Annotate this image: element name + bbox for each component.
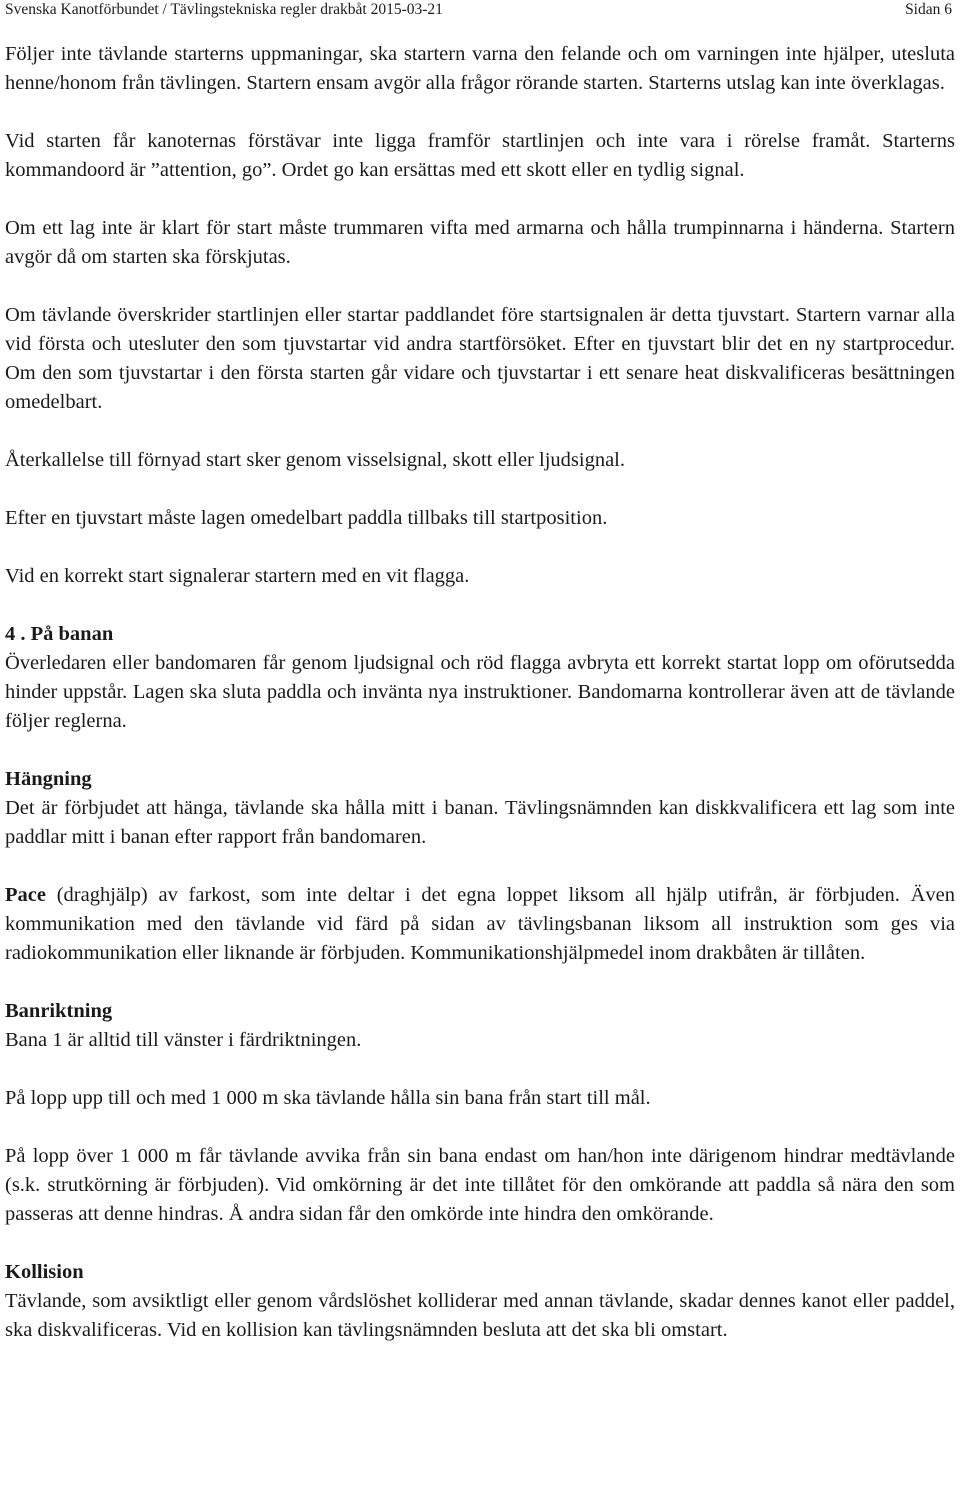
paragraph-correct-start: Vid en korrekt start signalerar startern med en vit flagga.	[5, 565, 470, 587]
section-heading-on-course: 4 . På banan	[5, 623, 114, 645]
paragraph-pace	[5, 881, 955, 968]
pace-text: (draghjälp) av farkost, som inte deltar i det egna loppet liksom all hjälp utifrån, är förbjuden. Även kommunikation med den tävlande vid färd på sidan av tävlingsbanan liksom all instruktion som ges via radiokommunikation eller liknande är förbjuden. Kommunikationshjälpmedel inom drakbåten är tillåten.	[5, 884, 955, 964]
document-body	[5, 40, 955, 1345]
paragraph-banriktning: Bana 1 är alltid till vänster i färdriktningen.	[5, 1029, 362, 1051]
pace-term: Pace	[5, 884, 46, 906]
paragraph-false-start: Om tävlande överskrider startlinjen eller startar paddlandet före startsignalen är detta tjuvstart. Startern varnar alla vid första och utesluter den som tjuvstartar vid andra startförsöket. Efter en tjuvstart blir det en ny startprocedur. Om den som tjuvstartar i den första starten går vidare och tjuvstartar i ett senare heat diskvalificeras besättningen omedelbart.	[5, 304, 955, 413]
page-header	[5, 0, 952, 22]
page-number: Sidan 6	[905, 1, 952, 18]
paragraph-start-position: Vid starten får kanoternas förstävar inte ligga framför startlinjen och inte vara i rörelse framåt. Starterns kommandoord är ”attention, go”. Ordet go kan ersättas med ett skott eller en tydlig signal.	[5, 130, 955, 181]
paragraph-banriktning-long-races: På lopp över 1 000 m får tävlande avvika från sin bana endast om han/hon inte därigenom hindrar medtävlande (s.k. strutkörning är förbjuden). Vid omkörning är det inte tillåtet för den omkörande att paddla så nära den som passeras att denne hindras. Å andra sidan får den omkörde inte hindra den omkörande.	[5, 1145, 955, 1225]
paragraph-return-position: Efter en tjuvstart måste lagen omedelbart paddla tillbaks till startposition.	[5, 507, 608, 529]
paragraph-recall: Återkallelse till förnyad start sker genom visselsignal, skott eller ljudsignal.	[5, 449, 625, 471]
paragraph-on-course: Överledaren eller bandomaren får genom ljudsignal och röd flagga avbryta ett korrekt startat lopp om oförutsedda hinder uppstår. Lagen ska sluta paddla och invänta nya instruktioner. Bandomarna kontrollerar även att de tävlande följer reglerna.	[5, 652, 955, 732]
section-heading-kollision: Kollision	[5, 1261, 84, 1283]
paragraph-banriktning-short-races: På lopp upp till och med 1 000 m ska tävlande hålla sin bana från start till mål.	[5, 1087, 651, 1109]
paragraph-kollision: Tävlande, som avsiktligt eller genom vårdslöshet kolliderar med annan tävlande, skadar dennes kanot eller paddel, ska diskvalificeras. Vid en kollision kan tävlingsnämnden besluta att det ska bli omstart.	[5, 1290, 955, 1341]
paragraph-hangning: Det är förbjudet att hänga, tävlande ska hålla mitt i banan. Tävlingsnämnden kan diskkvalificera ett lag som inte paddlar mitt i banan efter rapport från bandomaren.	[5, 797, 955, 848]
section-heading-banriktning: Banriktning	[5, 1000, 113, 1022]
paragraph-not-ready: Om ett lag inte är klart för start måste trummaren vifta med armarna och hålla trumpinnarna i händerna. Startern avgör då om starten ska förskjutas.	[5, 217, 955, 268]
document-title: Svenska Kanotförbundet / Tävlingstekniska regler drakbåt 2015-03-21	[5, 1, 443, 18]
paragraph-start-instructions: Följer inte tävlande starterns uppmaningar, ska startern varna den felande och om varningen inte hjälper, utesluta henne/honom från tävlingen. Startern ensam avgör alla frågor rörande starten. Starterns utslag kan inte överklagas.	[5, 43, 955, 94]
section-heading-hangning: Hängning	[5, 768, 92, 790]
